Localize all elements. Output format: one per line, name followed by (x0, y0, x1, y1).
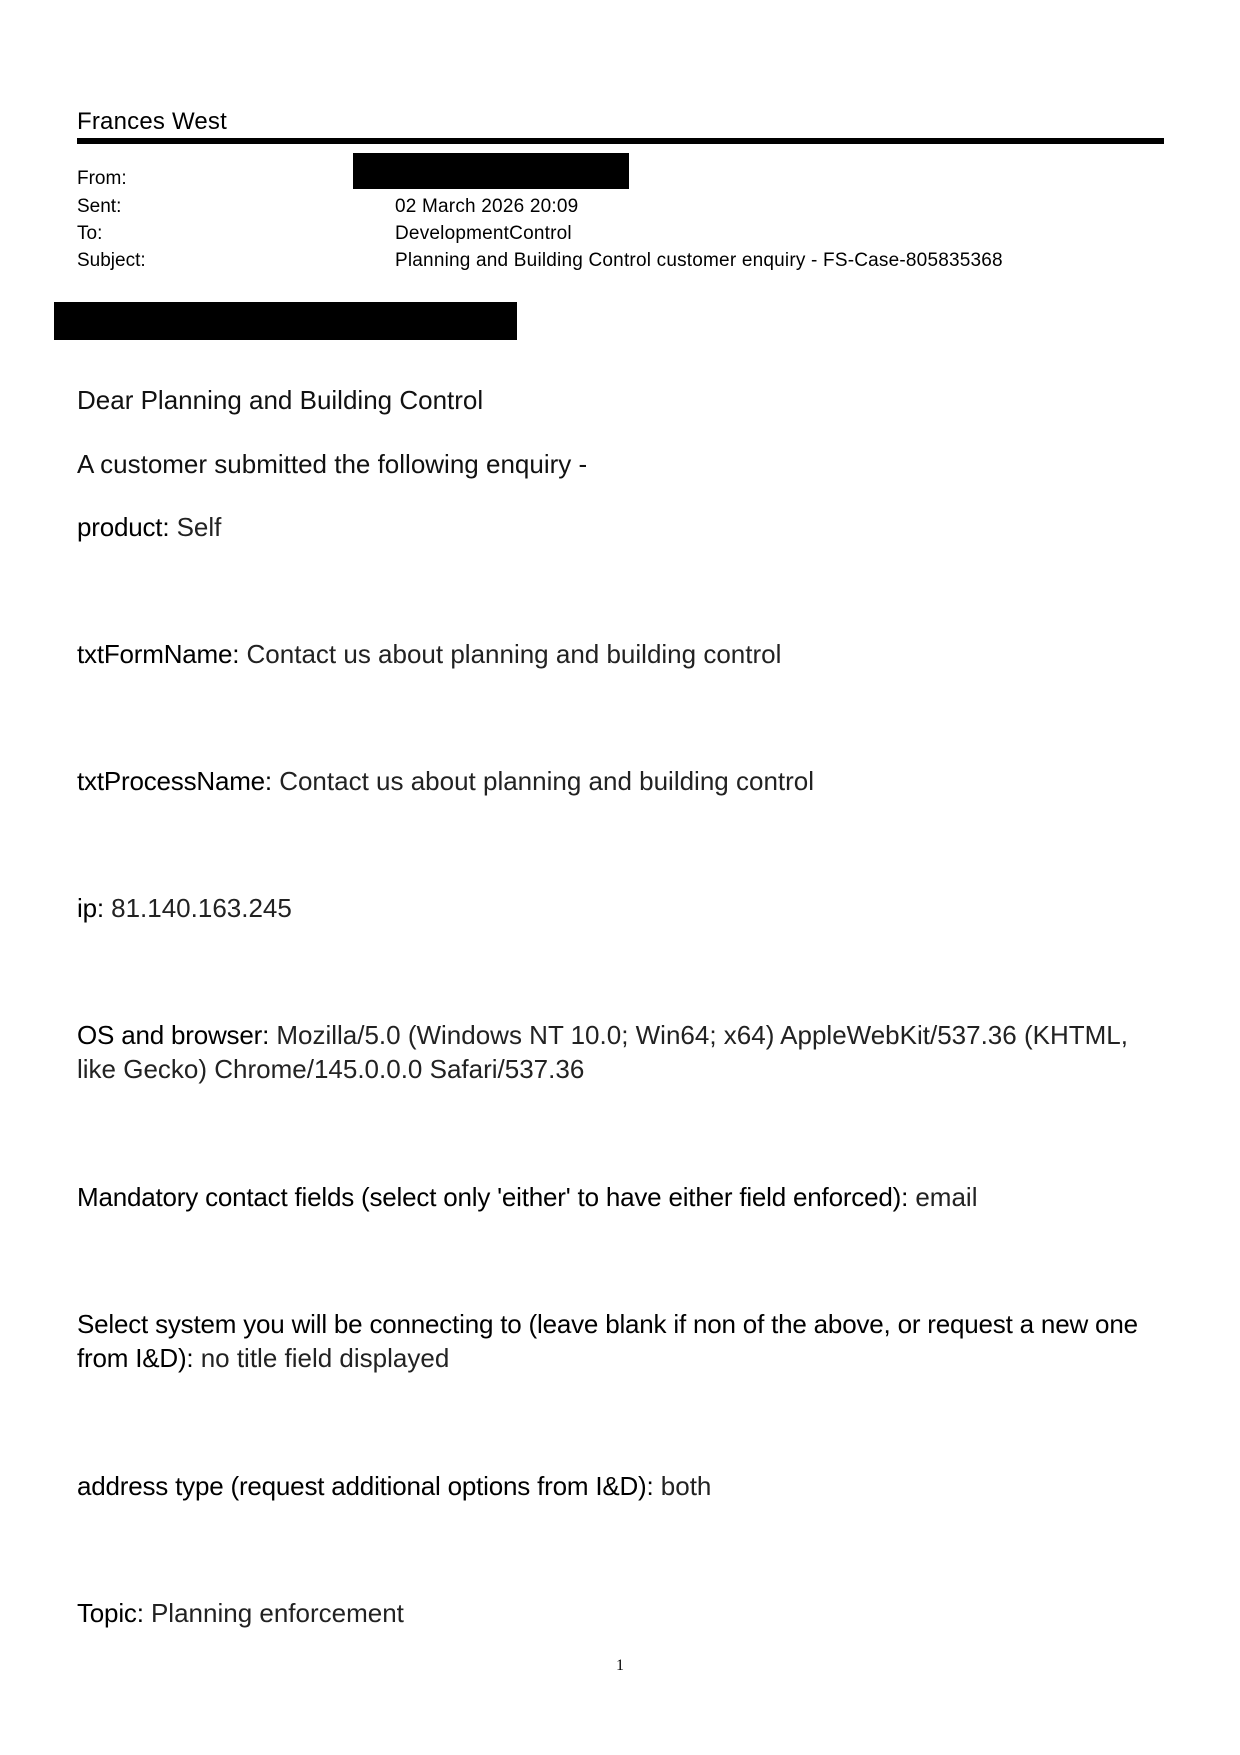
field-mandatory-contact (77, 1180, 1167, 1214)
field-select-system (77, 1307, 1167, 1375)
page-number: 1 (616, 1657, 624, 1674)
field-value: Self (176, 512, 222, 542)
header-rule (77, 138, 1164, 144)
intro-line: A customer submitted the following enquiry - (77, 449, 588, 479)
email-owner-name: Frances West (77, 108, 227, 135)
sent-value: 02 March 2026 20:09 (395, 196, 579, 217)
field-value: Planning enforcement (150, 1598, 404, 1628)
field-label: Select system you will be connecting to (leave blank if non of the above, or request a new one from I&D): (77, 1309, 1138, 1373)
field-label: Topic: (77, 1598, 144, 1628)
field-label: Mandatory contact fields (select only 'either' to have either field enforced): (77, 1182, 909, 1212)
field-value: 81.140.163.245 (111, 893, 292, 923)
field-topic (77, 1596, 1167, 1630)
field-form-name (77, 637, 1167, 671)
subject-label: Subject: (77, 250, 146, 271)
subject-value: Planning and Building Control customer enquiry - FS-Case-805835368 (395, 250, 1003, 271)
field-os-browser (77, 1018, 1167, 1086)
field-product (77, 510, 1167, 544)
from-redaction (353, 153, 629, 189)
field-value: Contact us about planning and building control (246, 639, 782, 669)
greeting: Dear Planning and Building Control (77, 385, 484, 415)
field-process-name (77, 764, 1167, 798)
field-label: ip: (77, 893, 104, 923)
field-label: address type (request additional options from I&D): (77, 1471, 654, 1501)
field-value: Contact us about planning and building control (279, 766, 815, 796)
field-value: no title field displayed (200, 1343, 450, 1373)
field-value: both (660, 1471, 712, 1501)
field-label: product: (77, 512, 170, 542)
to-value: DevelopmentControl (395, 223, 572, 244)
field-value: Mozilla/5.0 (Windows NT 10.0; Win64; x64) AppleWebKit/537.36 (KHTML, like Gecko) Chrome/145.0.0.0 Safari/537.36 (77, 1020, 1128, 1084)
field-label: OS and browser: (77, 1020, 270, 1050)
field-address-type (77, 1469, 1167, 1503)
to-label: To: (77, 223, 103, 244)
from-label: From: (77, 168, 127, 189)
body-redaction (54, 302, 517, 340)
field-label: txtProcessName: (77, 766, 272, 796)
field-ip (77, 891, 1167, 925)
field-value: email (915, 1182, 978, 1212)
field-label: txtFormName: (77, 639, 240, 669)
sent-label: Sent: (77, 196, 122, 217)
